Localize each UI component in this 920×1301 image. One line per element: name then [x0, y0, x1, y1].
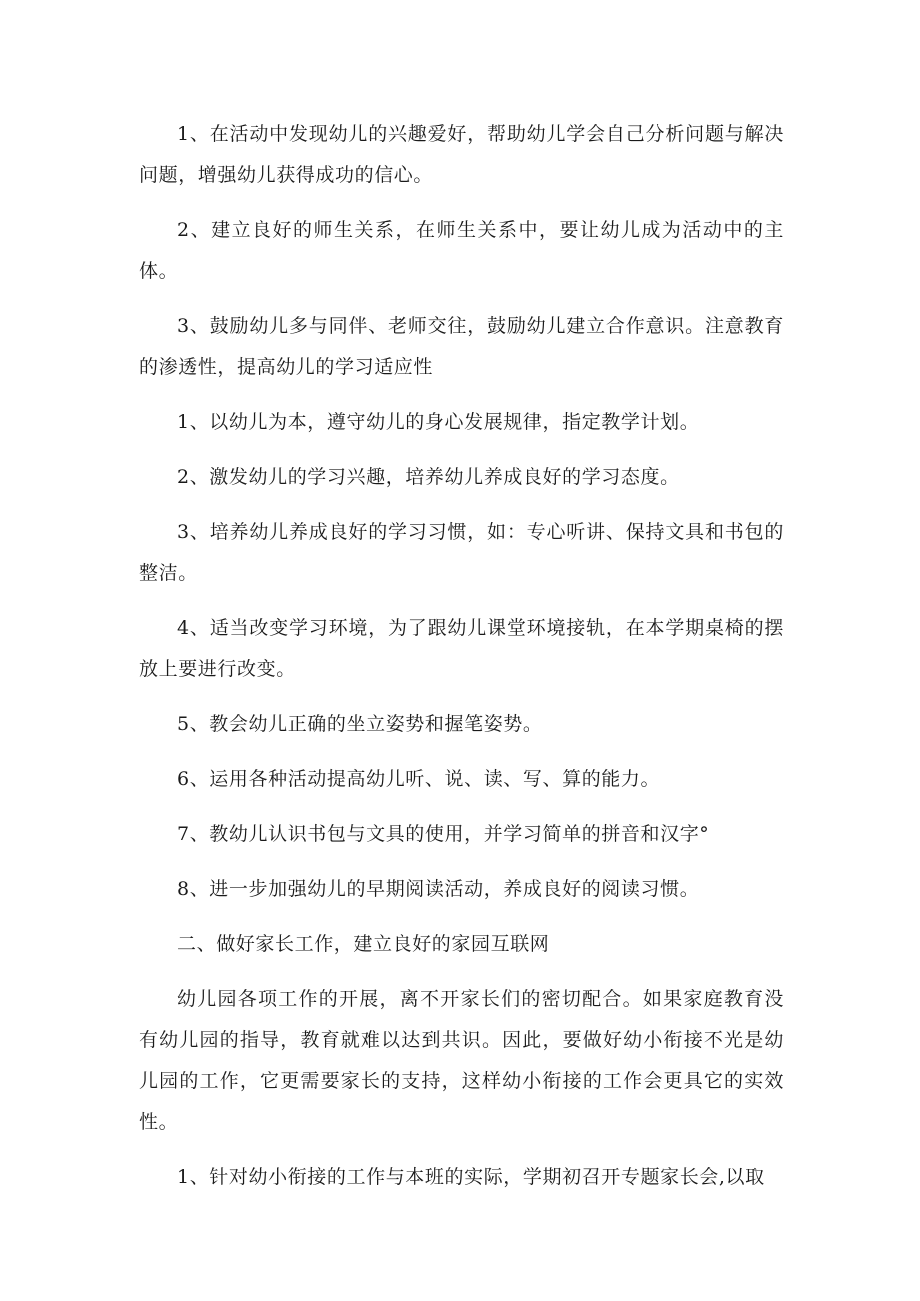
paragraph: 3、培养幼儿养成良好的学习习惯，如：专心听讲、保持文具和书包的整洁。 [139, 521, 784, 584]
section-heading: 二、做好家长工作，建立良好的家园互联网 [177, 933, 550, 955]
paragraph: 8、进一步加强幼儿的早期阅读活动，养成良好的阅读习惯。 [177, 878, 700, 900]
paragraph: 6、运用各种活动提高幼儿听、说、读、写、算的能力。 [177, 768, 661, 790]
paragraph: 1、在活动中发现幼儿的兴趣爱好，帮助幼儿学会自己分析问题与解决问题，增强幼儿获得成功的信心。 [139, 123, 784, 186]
document-body [139, 114, 784, 1212]
paragraph: 2、建立良好的师生关系，在师生关系中，要让幼儿成为活动中的主体。 [139, 219, 784, 282]
paragraph: 1、以幼儿为本，遵守幼儿的身心发展规律，指定教学计划。 [177, 411, 700, 433]
paragraph: 7、教幼儿认识书包与文具的使用，并学习简单的拼音和汉字° [177, 823, 710, 845]
paragraph: 4、适当改变学习环境，为了跟幼儿课堂环境接轨，在本学期桌椅的摆放上要进行改变。 [139, 617, 784, 680]
paragraph: 2、激发幼儿的学习兴趣，培养幼儿养成良好的学习态度。 [177, 466, 680, 488]
paragraph: 幼儿园各项工作的开展，离不开家长们的密切配合。如果家庭教育没有幼儿园的指导，教育就难以达到共识。因此，要做好幼小衔接不光是幼儿园的工作，它更需要家长的支持，这样幼小衔接的工作会更具它的实效性。 [139, 988, 784, 1133]
paragraph: 3、鼓励幼儿多与同伴、老师交往，鼓励幼儿建立合作意识。注意教育的渗透性，提高幼儿的学习适应性 [139, 315, 784, 378]
paragraph: 1、针对幼小衔接的工作与本班的实际，学期初召开专题家长会,以取 [177, 1166, 765, 1188]
paragraph: 5、教会幼儿正确的坐立姿势和握笔姿势。 [177, 713, 543, 735]
